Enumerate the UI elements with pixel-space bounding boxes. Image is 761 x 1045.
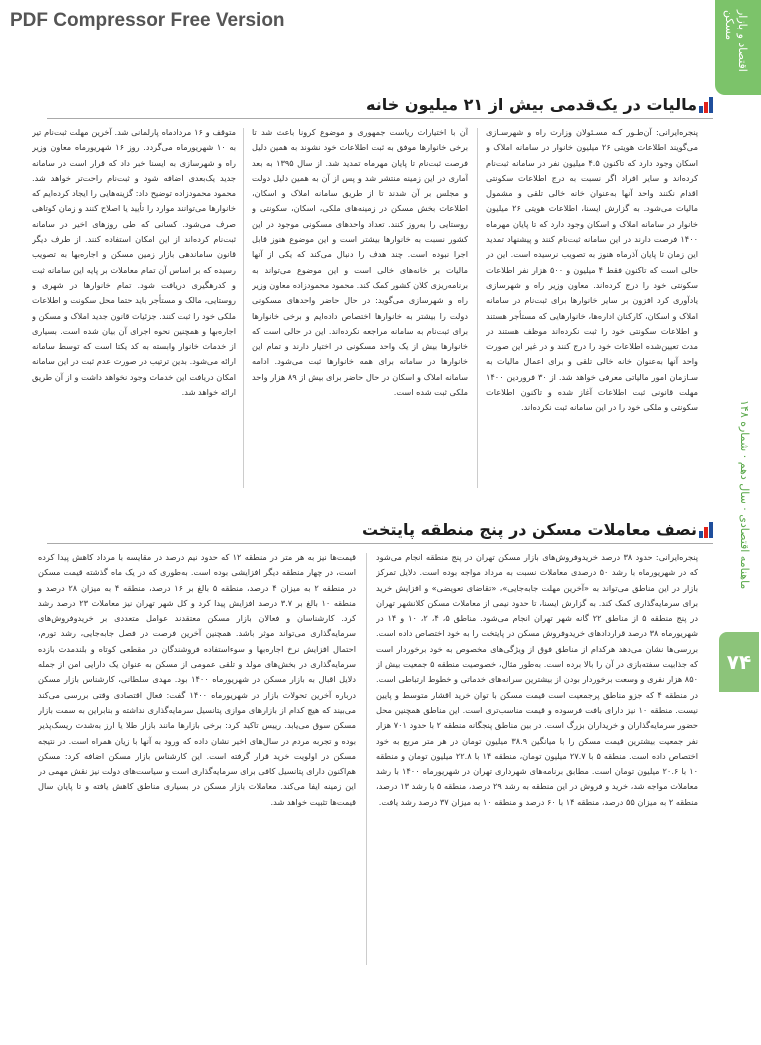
column-divider — [366, 553, 367, 965]
section2-col-right: پنجره‌ایرانی: حدود ۳۸ درصد خریدوفروش‌های بازار مسکن تهران در پنج منطقه انجام می‌شود که در شهریورماه با رشد ۵۰ درصدی معاملات نسبت به مرداد مواجه بوده است. دلایل تمرکز بازار در این مناطق می‌تواند به «آخرین مهلت جابه‌جایی»، «تقاضای تعویضی» و افزایش خرید برای سرمایه‌گذاری کمک کند. به گزارش ایسنا، تا حدود نیمی از معاملات مسکن کلانشهر تهران در پنج منطقه ۵ از مناطق ۲۲ گانه شهر تهران انجام می‌شود. مناطق ۵، ۴، ۲، ۱۰ و ۱۴ در شهریورماه ۳۸ درصد قراردادهای خریدوفروش مسکن در پایتخت را به خود اختصاص داده است. بررسی‌ها نشان می‌دهد هرکدام از مناطق فوق از ویژگی‌های مخصوص به خود برخوردار است که جذابیت سفته‌بازی در آن را بالا برده است. به‌طور مثال، خصوصیت منطقه ۵ جمعیت بیش از ۸۵۰ هزار نفری و وسعت برخوردار بودن از بیشترین سرانه‌های خدماتی و خطوط ارتباطی است. در منطقه ۴ که جزو مناطق پرجمعیت است قیمت مسکن با توان خرید اقشار متوسط و پایین نیست. منطقه ۱۰ نیز دارای بافت فرسوده و قیمت مناسب‌تری است. این مناطق همچنین محل حضور سرمایه‌گذاران و خریداران بزرگ است. در بین مناطق پنجگانه منطقه ۲ با حدود ۷۰۱ هزار نفر جمعیت بیشترین قیمت مسکن را با میانگین ۳۸.۹ میلیون تومان در هر متر مربع به خود اختصاص داده است. منطقه ۵ با ۲۷.۷ میلیون تومان، منطقه ۱۴ با ۲۲.۸ میلیون تومان و منطقه ۱۰ با ۲۰.۶ میلیون تومان است. مطابق برنامه‌های شهرداری تهران در شهریورماه ۱۴۰۰ با رشد معاملات مواجه شد، خرید و فروش در این منطقه به رشد ۲۹ درصد، منطقه ۵ با رشد ۱۳ درصد، منطقه ۲ به میزان ۵۵ درصد، منطقه ۱۴ با ۶۰ درصد و منطقه ۱۰ به میزان ۳۷ درصد رشد یافت. — [376, 552, 698, 807]
section1-col-right: پنجره‌ایرانی: آن‌طـور کـه مسـئولان وزارت راه و شهرسـازی می‌گویند اطلاعات هویتی ۲۶ میلیون خانوار در سامانه املاک و اسکان وجود دارد که تاکنون ۴.۵ میلیون نفر در سامانه ثبت‌نام کرده‌اند و سایر افراد اگر نسبت به درج اطلاعات سکونتی اقدام نکنند واحد آنها به‌عنوان خانه خالی تلقی و مشمول مالیات می‌شود. به گزارش ایسنا، اطلاعات هویتی ۲۶ میلیون خانوار در سامانه املاک و اسکان وجود دارد که تا پایان مهرماه ۱۴۰۰ فرصت دارند در این سامانه ثبت‌نام کنند و پیشنهاد تمدید این زمان تا پایان آذرماه هنوز به تصویب نرسیده است. این در حالی است که تاکنون فقط ۴ میلیون و ۵۰۰ هزار نفر اطلاعات سکونتی خود را درج کرده‌اند. معاون وزیر راه و شهرسازی یادآوری کرد افزون بر سایر خانوارها برای ثبت‌نام در سامانه املاک و اسکان، کارکنان اداره‌ها، خانوارهایی که مستأجر هستند و اطلاعات سکونتی خود را ثبت نکرده‌اند موظف هستند در مدت تعیین‌شده اطلاعات خود را درج کنند و در غیر این صورت واحد آنها به‌عنوان خانه خالی تلقی و برای اعمال مالیات به سـازمان امور مالیاتی معرفی خواهد شد. از ۳۰ فروردین ۱۴۰۰ مهلت قانونی ثبت اطلاعات آغاز شده و تاکنون اطلاعات سکونتی و ملکی خود را در این سامانه ثبت نکرده‌اند. — [486, 127, 698, 413]
issue-info-vertical: ماهنامه اقتصادی · سال دهم · شماره ۱۴۸ — [738, 400, 751, 590]
column-divider — [477, 128, 478, 488]
section-tab-label: اقتصاد و بازار مسکن — [723, 10, 749, 72]
section2-title: نصف معاملات مسکن در پنج منطقه پایتخت — [362, 520, 697, 539]
section1-title: مالیات در یک‌قدمی بیش از ۲۱ میلیون خانه — [366, 95, 697, 114]
section1-col-left: متوقف و ۱۶ مردادماه پارلمانی شد. آخرین مهلت ثبت‌نام تیر به ۱۰ شهریورماه می‌گردد. روز ۱۶ شهریورماه معاون وزیر راه و شهرسازی به ایسنا خبر داد که قرار است در سامانه جدید یک‌بعدی اضافه شود و ثبت‌نام راحت‌تر خواهد شد. محمود محمودزاده توضیح داد: گزینه‌هایی را ایجاد کرده‌ایم که خانوارها می‌توانند موارد را تأیید یا اصلاح کنند و زمان کوتاهی صرف می‌شود. کسانی که طی روزهای اخیر در سامانه ثبت‌نام کرده‌اند از این امکان استفاده کنند. از طرف دیگر قانون ساماندهی بازار زمین مسکن و اجاره‌بها به تصویب رسیده که بر اساس آن تمام معاملات بر پایه این سامانه ثبت و کدرهگیری دریافت شود. تمام خانوارها در شهری و روستایی، مالک و مستأجر باید حتما محل سکونت و اطلاعات ملکی خود را ثبت کنند. جزئیات قانون جدید املاک و مسکن و اجاره‌بها و همچنین نحوه اجرای آن بیان شده است. بسیاری از خدمات خانوار وابسته به کد یکتا است که توسط سامانه ارائه می‌شود. بدین ترتیب در صورت عدم ثبت در این سامانه امکان دریافت این خدمات وجود نخواهد داشت و از آن طریق ارائه خواهد شد. — [32, 127, 236, 398]
section2-col-left: قیمت‌ها نیز به هر متر در منطقه ۱۲ که حدود نیم درصد در مقایسه با مرداد کاهش پیدا کرده است، در چهار منطقه دیگر افزایشی بوده است. به‌طوری که در یک ماه گذشته قیمت مسکن در منطقه ۲ به میزان ۴ درصد، منطقه ۵ بالغ بر ۱۶ درصد، منطقه ۴ به میزان ۲۸ درصد و منطقه ۱۰ بالغ بر ۳.۷ درصد افزایش پیدا کرد و کل شهر تهران نیز معاملات ۲۳ درصد رشد کرد. کارشناسان و فعالان بازار مسکن معتقدند عوامل متعددی بر خریدوفروش‌های سرمایه‌گذاری می‌تواند موثر باشد. همچنین آخرین فرصت در فصل جابه‌جایی، رشد تورم، احتمال افزایش نرخ اجاره‌بها و سوءاستفاده فروشندگان در مقطعی کوتاه و بلندمدت بازده سرمایه‌گذاری در بخش‌های مولد و تلقی عمومی از مسکن به عنوان یک دارایی امن از جمله دلایل اقبال به بازار مسکن در شهریورماه ۱۴۰۰ بود. مهدی سلطانی، کارشناس بازار مسکن درباره آخرین تحولات بازار در شهریورماه ۱۴۰۰ گفت: فعال اقتصادی وقتی بررسی می‌کند می‌بیند که هیچ کدام از بازارهای موازی پتانسیل سرمایه‌گذاری نداشته و بنابراین به سمت بازار مسکن سوق می‌یابد. رییس تاکید کرد: برخی بازارها مانند بازار طلا یا ارز به‌شدت ریسک‌پذیر بوده و تجربه مردم در سال‌های اخیر نشان داده که ورود به آنها با زیان همراه است. در نتیجه مسکن در اولویت خرید قرار گرفته است. این کارشناس بازار مسکن اضافه کرد: مسکن هم‌اکنون دارای پتانسیل کافی برای سرمایه‌گذاری است و سیاست‌های دولت نیز نقش مهمی در این زمینه ایفا می‌کند. معاملات بازار مسکن در بسیاری مناطق کاهش یافته و تا پایان سال قیمت‌ها تثبیت خواهد شد. — [38, 552, 356, 807]
bar-chart-icon — [699, 95, 713, 113]
section1-col-middle: آن با اختیارات ریاست جمهوری و موضوع کرونا باعث شد تا برخی خانوارها موفق به ثبت اطلاعات خود نشوند به همین دلیل فرصت ثبت‌نام تا پایان مهرماه تمدید شد. از سال ۱۳۹۵ به بعد آماری در این زمینه منتشر شد و پس از آن به همین دلیل دولت و مجلس بر آن شدند تا از طریق سامانه املاک و اسکان، اطلاعات بخش مسکن در زمینه‌های ملکی، اسکان، سکونتی و روستایی را به‌روز کنند. تعداد واحدهای مسکونی موجود در این کشور نسبت به خانوارها بیشتر است و این موضوع هنوز قابل اجرا نبوده است. چند هدف را دنبال می‌کند که یکی از آنها مالیات بر خانه‌های خالی است و این موضوع می‌تواند به برنامه‌ریزی کلان کشور کمک کند. محمود محمودزاده معاون وزیر راه و شهرسازی می‌گوید: در حال حاضر واحدهای مسکونی دولت را بیشتر به خانوارها اختصاص داده‌ایم و برخی خانوارها برای ثبت‌نام به سامانه مراجعه نکرده‌اند. این در حالی است که خانوارها بیش از یک واحد مسکونی در اختیار دارند و تمام این خانوارها در سامانه برای همه خانوارها ثبت می‌شود. ادامه سامانه املاک و اسکان در حال حاضر برای بیش از ۸۹ هزار واحد ملکی ثبت شده است. — [252, 127, 468, 398]
page-number: ۷۴ — [719, 632, 759, 692]
section2-rule — [47, 543, 713, 544]
bar-chart-icon — [699, 520, 713, 538]
section1-rule — [47, 118, 713, 119]
section-tab — [715, 0, 761, 95]
column-divider — [243, 128, 244, 488]
watermark-text: PDF Compressor Free Version — [10, 10, 285, 31]
